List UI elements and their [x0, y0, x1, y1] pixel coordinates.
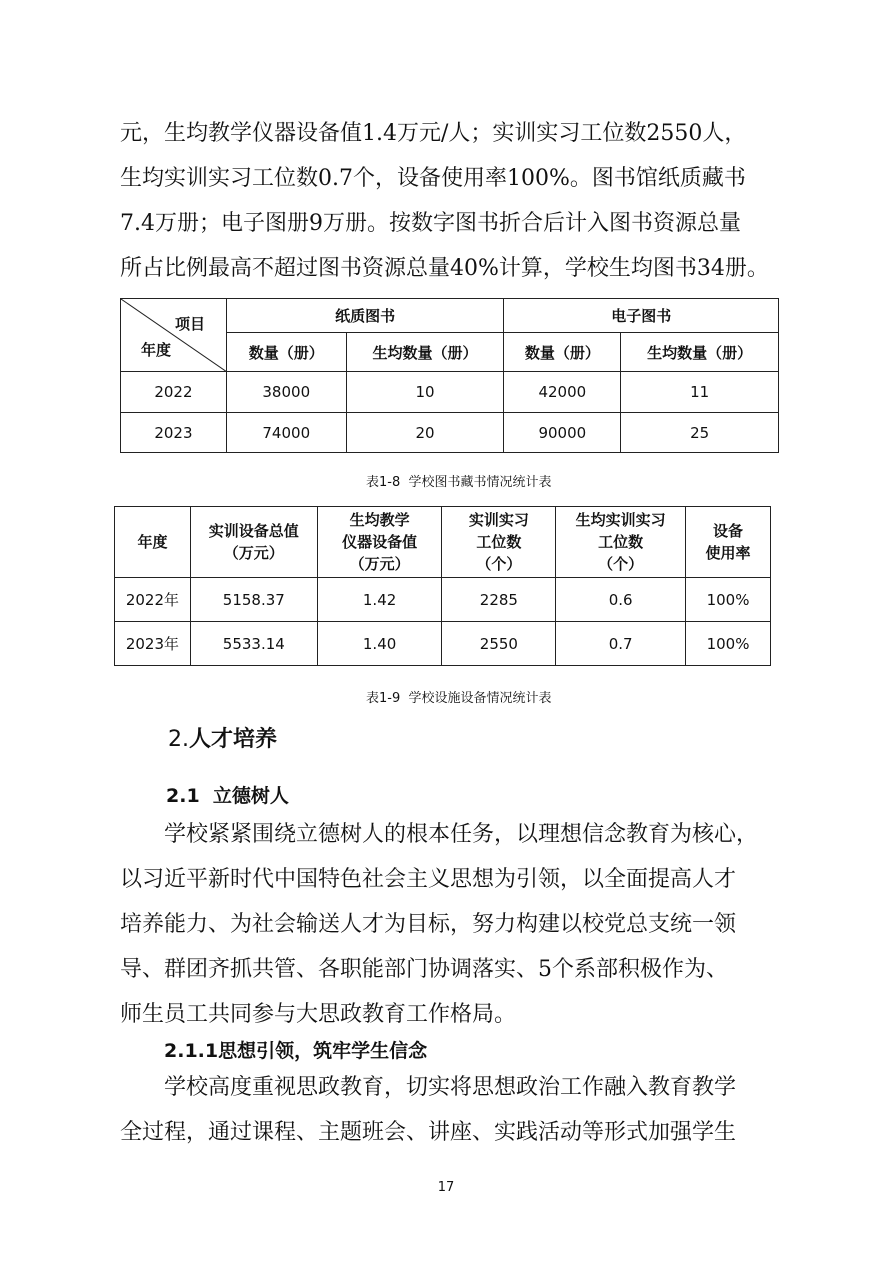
subsubsection-heading: 2.1.1思想引领，筑牢学生信念	[164, 1040, 428, 1062]
table-cell: 25	[621, 413, 779, 453]
text-line: 培养能力、为社会输送人才为目标，努力构建以校党总支统一领	[120, 912, 737, 937]
subsection-heading: 2.1 立德树人	[166, 785, 289, 807]
group-header-electronic: 电子图书	[504, 299, 779, 333]
table-cell: 74000	[226, 413, 346, 453]
table-cell: 0.6	[556, 578, 686, 622]
text-line: 导、群团齐抓共管、各职能部门协调落实、5个系部积极作为、	[120, 957, 728, 982]
table-cell: 2023年	[115, 622, 191, 666]
table-cell: 5533.14	[190, 622, 317, 666]
facility-equipment-table	[114, 506, 771, 666]
table-cell: 2022	[121, 372, 227, 413]
text-line: 以习近平新时代中国特色社会主义思想为引领，以全面提高人才	[120, 867, 737, 892]
text-line: 元，生均教学仪器设备值1.4万元/人；实训实习工位数2550人，	[120, 121, 747, 146]
table-cell: 11	[621, 372, 779, 413]
table-cell: 2023	[121, 413, 227, 453]
subsection-paragraph	[120, 812, 800, 1037]
table-cell: 2550	[442, 622, 556, 666]
table-cell: 20	[346, 413, 504, 453]
intro-paragraph	[120, 111, 800, 291]
subsubsection-paragraph	[120, 1065, 800, 1155]
table-row	[115, 622, 771, 666]
table-cell: 42000	[504, 372, 621, 413]
text-line: 学校紧紧围绕立德树人的根本任务，以理想信念教育为核心，	[120, 822, 759, 847]
table-cell: 100%	[686, 622, 771, 666]
corner-bottom-label: 年度	[141, 341, 172, 359]
header-cell: 生均教学 仪器设备值 （万元）	[317, 507, 442, 578]
table1-caption: 表1-8 学校图书藏书情况统计表	[366, 475, 552, 490]
table-row	[121, 413, 779, 453]
table-row	[115, 578, 771, 622]
header-cell: 年度	[115, 507, 191, 578]
section-number: 2.	[168, 727, 189, 752]
text-line: 学校高度重视思政教育，切实将思想政治工作融入教育教学	[120, 1075, 737, 1100]
text-line: 师生员工共同参与大思政教育工作格局。	[120, 1002, 517, 1027]
section-title: 人才培养	[189, 727, 278, 752]
corner-cell	[121, 299, 227, 372]
sub-header: 数量（册）	[226, 333, 346, 372]
text-line: 所占比例最高不超过图书资源总量40%计算，学校生均图书34册。	[120, 256, 769, 281]
table-row	[121, 372, 779, 413]
table-cell: 1.40	[317, 622, 442, 666]
table-cell: 2022年	[115, 578, 191, 622]
header-cell: 设备 使用率	[686, 507, 771, 578]
table-cell: 0.7	[556, 622, 686, 666]
header-cell: 生均实训实习 工位数 （个）	[556, 507, 686, 578]
corner-top-label: 项目	[175, 315, 206, 333]
group-header-paper: 纸质图书	[226, 299, 504, 333]
page-number: 17	[437, 1180, 455, 1195]
table-cell: 10	[346, 372, 504, 413]
sub-header: 生均数量（册）	[621, 333, 779, 372]
diagonal-line	[121, 299, 227, 372]
text-line: 全过程，通过课程、主题班会、讲座、实践活动等形式加强学生	[120, 1120, 737, 1145]
text-line: 7.4万册；电子图册9万册。按数字图书折合后计入图书资源总量	[120, 211, 741, 236]
table2-caption: 表1-9 学校设施设备情况统计表	[366, 691, 552, 706]
section-heading	[168, 722, 277, 753]
book-collection-table	[120, 298, 779, 453]
text-line: 生均实训实习工位数0.7个，设备使用率100%。图书馆纸质藏书	[120, 166, 746, 191]
header-cell: 实训设备总值 （万元）	[190, 507, 317, 578]
sub-header: 数量（册）	[504, 333, 621, 372]
table-cell: 90000	[504, 413, 621, 453]
sub-header: 生均数量（册）	[346, 333, 504, 372]
table-cell: 1.42	[317, 578, 442, 622]
header-cell: 实训实习 工位数 （个）	[442, 507, 556, 578]
table-cell: 5158.37	[190, 578, 317, 622]
table-cell: 38000	[226, 372, 346, 413]
table-cell: 2285	[442, 578, 556, 622]
table-cell: 100%	[686, 578, 771, 622]
